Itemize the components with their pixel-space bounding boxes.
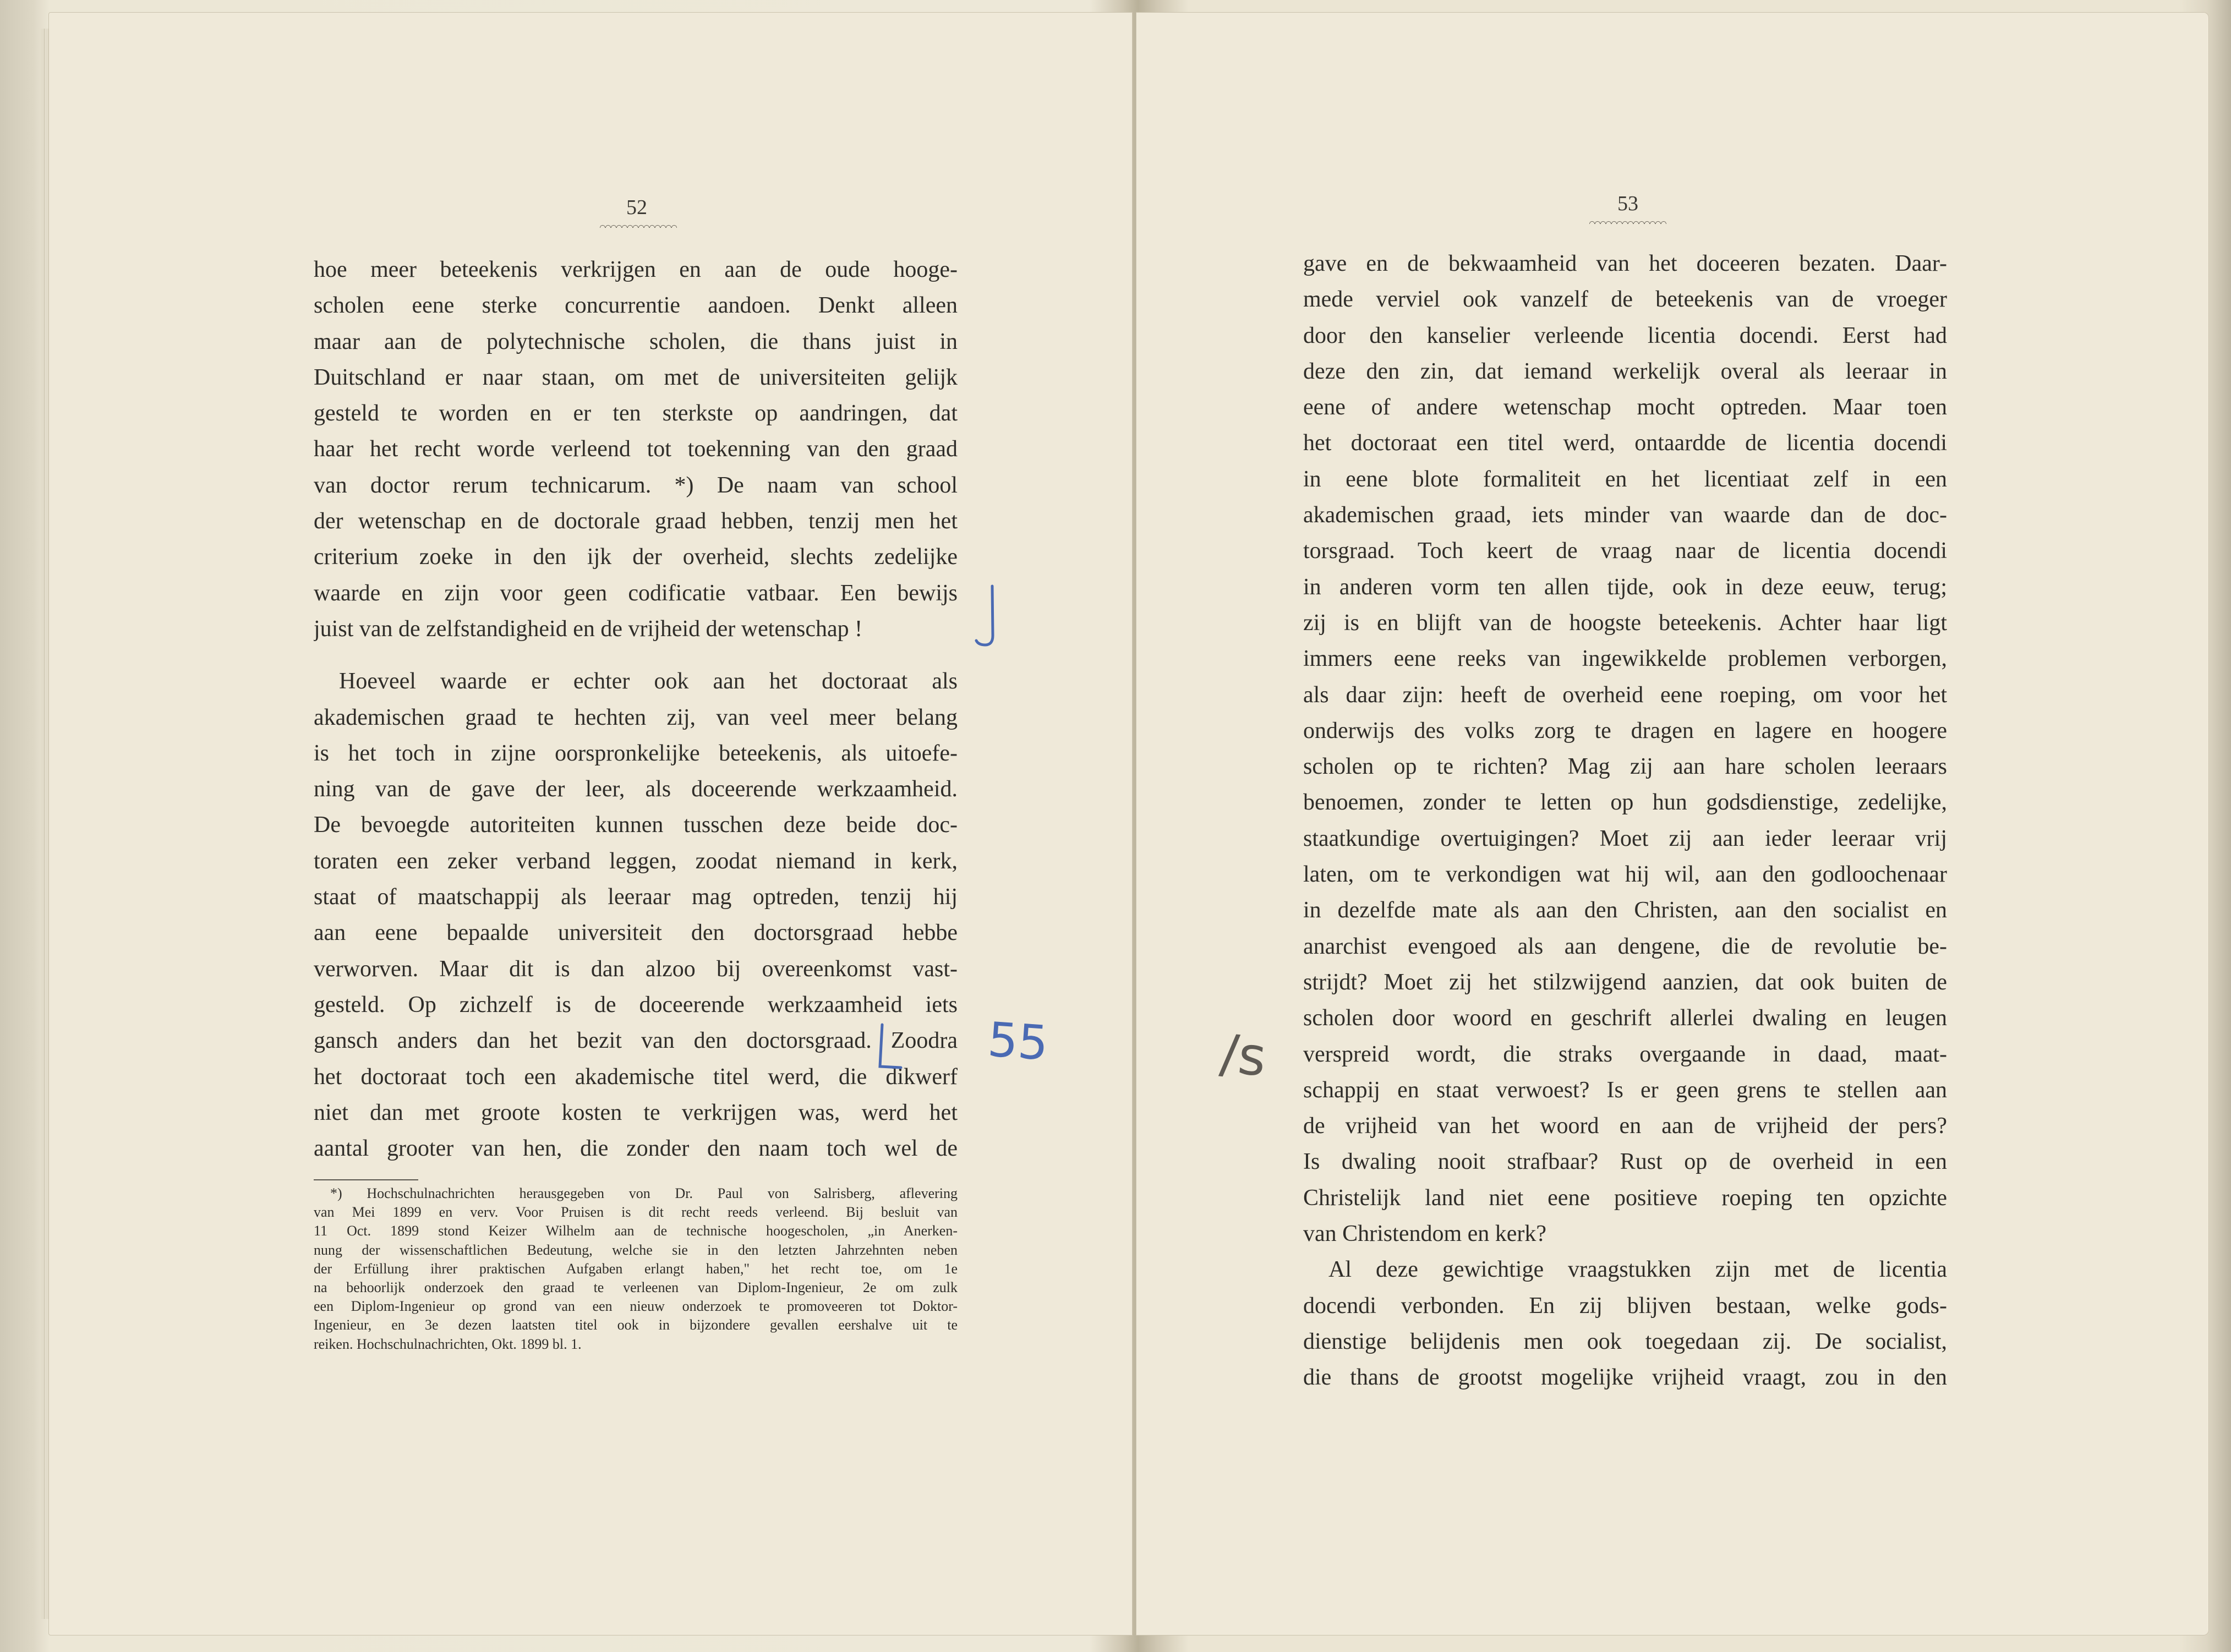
- text-line: akademischen graad te hechten zij, van veel meer belang: [314, 704, 958, 730]
- text-line: de vrijheid van het woord en aan de vrijheid der pers?: [1303, 1113, 1947, 1139]
- text-line: Hoeveel waarde er echter ook aan het doctoraat als: [339, 669, 958, 694]
- text-line: gave en de bekwaamheid van het doceeren bezaten. Daar-: [1303, 251, 1947, 276]
- text-line: staatkundige overtuigingen? Moet zij aan ieder leeraar vrij: [1303, 825, 1947, 851]
- text-line: Al deze gewichtige vraagstukken zijn met de licentia: [1328, 1257, 1947, 1283]
- text-line: scholen eene sterke concurrentie aandoen. Denkt alleen: [314, 293, 958, 319]
- footnote-line: 11 Oct. 1899 stond Keizer Wilhelm aan de technische hoogescholen, „in Anerken-: [314, 1223, 958, 1239]
- footnote-line: der Erfüllung ihrer praktischen Aufgaben erlangt haben," het recht toe, om 1e: [314, 1260, 958, 1277]
- text-line: het doctoraat toch een akademische titel werd, die dikwerf: [314, 1064, 958, 1090]
- text-line: in dezelfde mate als aan den Christen, aan den socialist en: [1303, 898, 1947, 923]
- page-leaf-edge: [45, 29, 49, 1619]
- margin-mark-l: [872, 1022, 905, 1077]
- footnote-line: *) Hochschulnachrichten herausgegeben von Dr. Paul von Salrisberg, aflevering: [330, 1185, 958, 1201]
- footnote-line: na behoorlijk onderzoek den graad te verleenen van Diplom-Ingenieur, 2e om zulk: [314, 1279, 958, 1295]
- left-page-number: 52: [626, 196, 647, 219]
- page-leaf-edge: [41, 29, 45, 1619]
- footnote-line: nung der wissenschaftlichen Bedeutung, welche sie in den letzten Jahrzehnten neben: [314, 1241, 958, 1258]
- text-line: waarde en zijn voor geen codificatie vatbaar. Een bewijs: [314, 580, 958, 606]
- text-line: is het toch in zijne oorspronkelijke beteekenis, als uitoefe-: [314, 740, 958, 766]
- text-line: Christelijk land niet eene positieve roeping ten opzichte: [1303, 1185, 1947, 1211]
- text-line: als daar zijn: heeft de overheid eene roeping, om voor het: [1303, 682, 1947, 708]
- margin-annotation-mark: /s: [1217, 1022, 1269, 1088]
- text-line: staat of maatschappij als leeraar mag optreden, tenzij hij: [314, 884, 958, 910]
- text-line: het doctoraat een titel werd, ontaardde de licentia docendi: [1303, 430, 1947, 456]
- right-body-text: [1303, 246, 1947, 1396]
- text-line: maar aan de polytechnische scholen, die thans juist in: [314, 329, 958, 354]
- text-line: verworven. Maar dit is dan alzoo bij overeenkomst vast-: [314, 956, 958, 982]
- text-line: aantal grooter van hen, die zonder den naam toch wel de: [314, 1136, 958, 1162]
- text-line: van doctor rerum technicarum. *) De naam van school: [314, 472, 958, 498]
- text-line: benoemen, zonder te letten op hun godsdienstige, zedelijke,: [1303, 790, 1947, 816]
- text-line: eene of andere wetenschap mocht optreden. Maar toen: [1303, 395, 1947, 420]
- text-line: hoe meer beteekenis verkrijgen en aan de oude hooge-: [314, 257, 958, 282]
- footnote-line: reiken. Hochschulnachrichten, Okt. 1899 bl. 1.: [314, 1336, 582, 1352]
- text-line: in eene blote formaliteit en het licentiaat zelf in een: [1303, 466, 1947, 492]
- text-line: docendi verbonden. En zij blijven bestaan, welke gods-: [1303, 1293, 1947, 1319]
- text-line: ning van de gave der leer, als doceerende werkzaamheid.: [314, 776, 958, 802]
- text-line: gansch anders dan het bezit van den doctorsgraad. Zoodra: [314, 1028, 958, 1054]
- text-line: mede verviel ook vanzelf de beteekenis van de vroeger: [1303, 287, 1947, 313]
- text-line: door den kanselier verleende licentia docendi. Eerst had: [1303, 322, 1947, 348]
- text-line: torsgraad. Toch keert de vraag naar de licentia docendi: [1303, 538, 1947, 564]
- text-line: verspreid wordt, die straks overgaande in daad, maat-: [1303, 1041, 1947, 1067]
- text-line: anarchist evengoed als aan dengene, die de revolutie be-: [1303, 933, 1947, 959]
- text-line: scholen door woord en geschrift allerlei dwaling en leugen: [1303, 1005, 1947, 1031]
- left-body-text: [314, 252, 958, 1167]
- text-line: zij is en blijft van de hoogste beteekenis. Achter haar ligt: [1303, 610, 1947, 636]
- text-line: Is dwaling nooit strafbaar? Rust op de overheid in een: [1303, 1149, 1947, 1175]
- text-line: schappij en staat verwoest? Is er geen grens te stellen aan: [1303, 1077, 1947, 1103]
- text-line: akademischen graad, iets minder van waarde dan de doc-: [1303, 502, 1947, 528]
- text-line: laten, om te verkondigen wat hij wil, aan den godloochenaar: [1303, 862, 1947, 888]
- text-line: criterium zoeke in den ijk der overheid, slechts zedelijke: [314, 544, 958, 570]
- footnote-rule: [314, 1179, 418, 1180]
- text-line: juist van de zelfstandigheid en de vrijheid der wetenschap !: [314, 616, 863, 642]
- text-line: De bevoegde autoriteiten kunnen tusschen deze beide doc-: [314, 812, 958, 838]
- text-line: der wetenschap en de doctorale graad hebben, tenzij men het: [314, 508, 958, 534]
- text-line: immers eene reeks van ingewikkelde problemen verborgen,: [1303, 646, 1947, 672]
- text-line: strijdt? Moet zij het stilzwijgend aanzien, dat ook buiten de: [1303, 969, 1947, 995]
- text-line: in anderen vorm ten allen tijde, ook in deze eeuw, terug;: [1303, 574, 1947, 600]
- text-line: gesteld te worden en er ten sterkste op aandringen, dat: [314, 401, 958, 426]
- page-number-ornament: [1589, 218, 1666, 224]
- text-line: aan eene bepaalde universiteit den doctorsgraad hebbe: [314, 920, 958, 946]
- text-line: dienstige belijdenis men ook toegedaan zij. De socialist,: [1303, 1328, 1947, 1354]
- text-line: scholen op te richten? Mag zij aan hare scholen leeraars: [1303, 754, 1947, 780]
- footnote-line: Ingenieur, en 3e dezen laatsten titel ook in bijzondere gevallen eershalve uit te: [314, 1317, 958, 1333]
- text-line: niet dan met groote kosten te verkrijgen was, werd het: [314, 1099, 958, 1125]
- right-page-number: 53: [1617, 192, 1638, 215]
- page-number-ornament: [600, 222, 677, 228]
- text-line: deze den zin, dat iemand werkelijk overal als leeraar in: [1303, 358, 1947, 384]
- footnote-line: een Diplom-Ingenieur op grond van een nieuw onderzoek te promoveeren tot Doktor-: [314, 1298, 958, 1315]
- footnote: [314, 1184, 958, 1354]
- footnote-line: van Mei 1899 en verv. Voor Pruisen is dit recht reeds verleend. Bij besluit van: [314, 1204, 958, 1221]
- text-line: van Christendom en kerk?: [1303, 1221, 1547, 1247]
- text-line: die thans de grootst mogelijke vrijheid vraagt, zou in den: [1303, 1365, 1947, 1391]
- text-line: onderwijs des volks zorg te dragen en lagere en hoogere: [1303, 718, 1947, 743]
- text-line: Duitschland er naar staan, om met de universiteiten gelijk: [314, 364, 958, 390]
- text-line: gesteld. Op zichzelf is de doceerende werkzaamheid iets: [314, 992, 958, 1018]
- margin-annotation-number: 55: [986, 1012, 1050, 1071]
- text-line: toraten een zeker verband leggen, zoodat niemand in kerk,: [314, 848, 958, 874]
- text-line: haar het recht worde verleend tot toekenning van den graad: [314, 436, 958, 462]
- margin-mark-j: [973, 583, 1000, 655]
